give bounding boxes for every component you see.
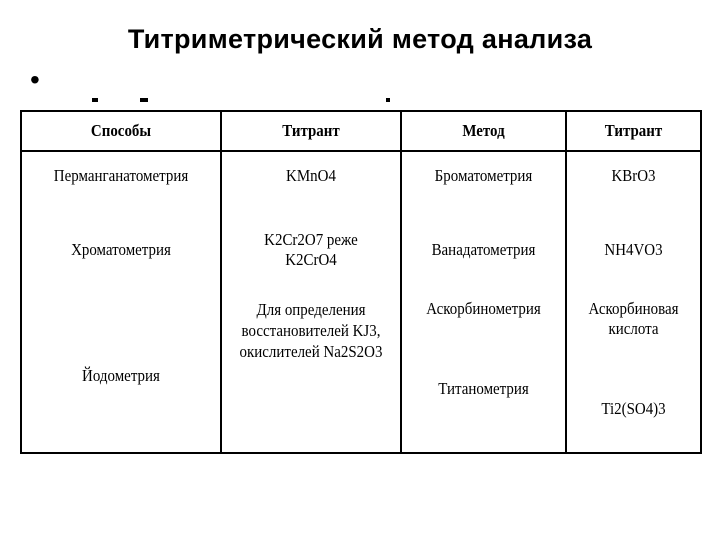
scan-artifact [386,98,390,102]
header-titrant: Титрант [232,111,390,151]
titrant-formula: Аскорбиновая кислота Ti2(SO4)3 [574,299,693,453]
titrant-description: Для определения восстановителей KJ3, окислителей Na2S2O3 [232,299,390,453]
table-row [21,200,701,299]
titration-table-container [20,110,700,454]
table-row [21,151,701,200]
table-row [21,299,701,453]
titrant-formula: K2Cr2O7 реже K2CrO4 [232,200,390,299]
table-header-row [21,111,701,151]
titrant-formula: NH4VO3 [574,200,693,299]
method-name: Броматометрия [411,151,556,200]
titrant-formula: KBrO3 [574,151,693,200]
header-titrant-2: Титрант [574,111,693,151]
slide-title: Титриметрический метод анализа [127,24,593,54]
scan-artifact [140,98,148,102]
method-name: Перманганатометрия [33,151,209,200]
titration-methods-table [20,110,702,454]
bullet-point: • [30,64,40,95]
method-name: Хроматометрия [33,200,209,299]
header-method: Метод [411,111,556,151]
method-name: Ванадатометрия [411,200,556,299]
scan-artifact [92,98,98,102]
header-methods: Способы [33,111,209,151]
method-name: Йодометрия [33,299,209,453]
method-name: Аскорбинометрия Титанометрия [411,299,556,453]
titrant-formula: KMnO4 [232,151,390,200]
